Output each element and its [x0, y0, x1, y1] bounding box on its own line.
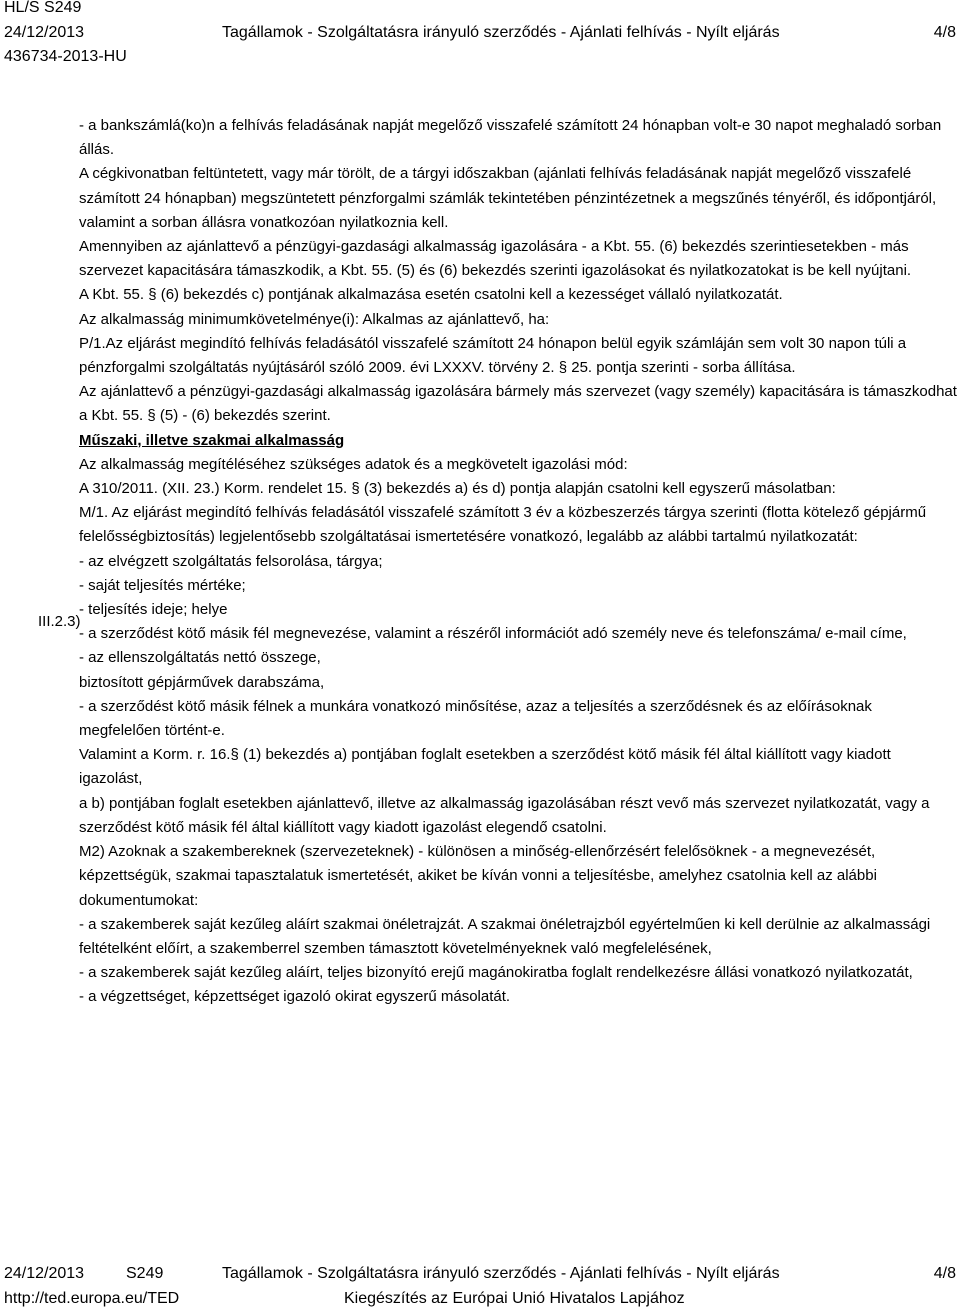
header-doc-id: HL/S S249 — [4, 0, 82, 16]
list-item: - az elvégzett szolgáltatás felsorolása, tárgya; — [79, 552, 383, 570]
paragraph: a b) pontjában foglalt esetekben ajánlattevő, illetve az alkalmasság igazolásában részt vevő más szervezet nyilatkozatát, vagy a szerződést kötő másik fél által kiállított vagy kiadott igazolást elegendő csatolni. — [79, 794, 930, 836]
header-date: 24/12/2013 — [4, 24, 85, 41]
paragraph: P/1.Az eljárást megindító felhívás feladásától visszafelé számított 24 hónapon belül egyik számláján sem volt 30 napon túli a pénzforgalmi szolgáltatás nyújtásáról szóló 2009. évi LXXXV. törvény 2. § 25. pontja szerinti - sorba állítása. — [79, 334, 907, 377]
footer-page-number: 4/8 — [933, 1265, 956, 1282]
paragraph: A 310/2011. (XII. 23.) Korm. rendelet 15. § (3) bekezdés a) és d) pontja alapján csatolni kell egyszerű másolatban: — [79, 480, 836, 498]
footer-date: 24/12/2013 — [4, 1265, 85, 1282]
paragraph: A Kbt. 55. § (6) bekezdés c) pontjának alkalmazása esetén csatolni kell a kezességet vállaló nyilatkozatát. — [79, 286, 783, 304]
section-content — [79, 114, 957, 1010]
list-item: - a szerződést kötő másik félnek a munkára vonatkozó minősítése, azaz a teljesítés a szerződésnek és az előírásoknak megfelelően történt-e. — [79, 697, 872, 740]
list-item: - a végzettséget, képzettséget igazoló okirat egyszerű másolatát. — [79, 988, 511, 1006]
list-item: - a szakemberek saját kezűleg aláírt, teljes bizonyító erejű magánokiratba foglalt rendelkezésre állási vonatkozó nyilatkozatát, — [79, 964, 913, 982]
paragraph: M2) Azoknak a szakembereknek (szervezeteknek) - különösen a minőség-ellenőrzésért felelősöknek - a megnevezését, képzettségük, szakmai tapasztalatuk ismertetését, akiket be kíván vonni a teljesítésbe, amelyhez csatolnia kell az alábbi dokumentumokat: — [79, 843, 877, 909]
paragraph: Az ajánlattevő a pénzügyi-gazdasági alkalmasság igazolására bármely más szervezet (vagy személy) kapacitására is támaszkodhat a Kbt. 55. § (5) - (6) bekezdés szerint. — [79, 383, 957, 425]
paragraph: Az alkalmasság minimumkövetelménye(i): Alkalmas az ajánlattevő, ha: — [79, 310, 550, 328]
section-number: III.2.3) — [38, 613, 81, 630]
list-item: - a szerződést kötő másik fél megnevezése, valamint a részéről információt adó személy neve és telefonszáma/ e-mail címe, — [79, 625, 907, 643]
paragraph: Valamint a Korm. r. 16.§ (1) bekezdés a) pontjában foglalt esetekben a szerződést kötő másik fél által kiállított vagy kiadott igazolást, — [79, 746, 891, 788]
header-title: Tagállamok - Szolgáltatásra irányuló szerződés - Ajánlati felhívás - Nyílt eljárás — [222, 24, 780, 41]
section-heading: Műszaki, illetve szakmai alkalmasság — [79, 431, 345, 449]
list-item: - saját teljesítés mértéke; — [79, 576, 246, 594]
list-item: - az ellenszolgáltatás nettó összege, — [79, 649, 321, 667]
page-header — [4, 0, 956, 74]
paragraph: A cégkivonatban feltüntetett, vagy már törölt, de a tárgyi időszakban (ajánlati felhívás feladásának napját megelőző visszafelé számított 24 hónapban) megszüntetett pénzforgalmi számlák tekintetében pénzintézetnek a megszűnés tényéről, és időpontjáról, valamint a sorban állásra vonatkozóan nyilatkoznia kell. — [79, 165, 937, 231]
list-item: - teljesítés ideje; helye — [79, 601, 228, 619]
footer-title: Tagállamok - Szolgáltatásra irányuló szerződés - Ajánlati felhívás - Nyílt eljárás — [222, 1265, 780, 1282]
header-notice-number: 436734-2013-HU — [4, 48, 127, 65]
page-footer — [4, 1263, 956, 1311]
paragraph: M/1. Az eljárást megindító felhívás feladásától visszafelé számított 3 év a közbeszerzés tárgya szerinti (flotta kötelező gépjármű felelősségbiztosítás) legjelentősebb szolgáltatásai ismertetésére vonatkozó, legalább az alábbi tartalmú nyilatkozatát: — [79, 504, 927, 546]
footer-issue: S249 — [126, 1265, 164, 1282]
list-item: biztosított gépjárművek darabszáma, — [79, 673, 325, 691]
list-item: - a szakemberek saját kezűleg aláírt szakmai önéletrajzát. A szakmai önéletrajzból egyértelműen ki kell derülnie az alkalmassági feltételként előírt, a szakemberrel szemben támasztott követelményeknek való megfelelésének, — [79, 915, 931, 957]
paragraph: Amennyiben az ajánlattevő a pénzügyi-gazdasági alkalmasság igazolására - a Kbt. 55. (6) bekezdés szerintiesetekben - más szervezet kapacitására támaszkodik, a Kbt. 55. (5) és (6) bekezdés szerinti igazolásokat és nyilatkozatokat is be kell nyújtani. — [79, 238, 912, 280]
header-page-number: 4/8 — [933, 24, 956, 41]
footer-url: http://ted.europa.eu/TED — [4, 1290, 180, 1307]
paragraph: - a bankszámlá(ko)n a felhívás feladásának napját megelőző visszafelé számított 24 hónapban volt-e 30 napot meghaladó sorban állás. — [79, 117, 942, 159]
footer-supplement: Kiegészítés az Európai Unió Hivatalos Lapjához — [344, 1290, 685, 1307]
paragraph: Az alkalmasság megítéléséhez szükséges adatok és a megkövetelt igazolási mód: — [79, 455, 628, 473]
